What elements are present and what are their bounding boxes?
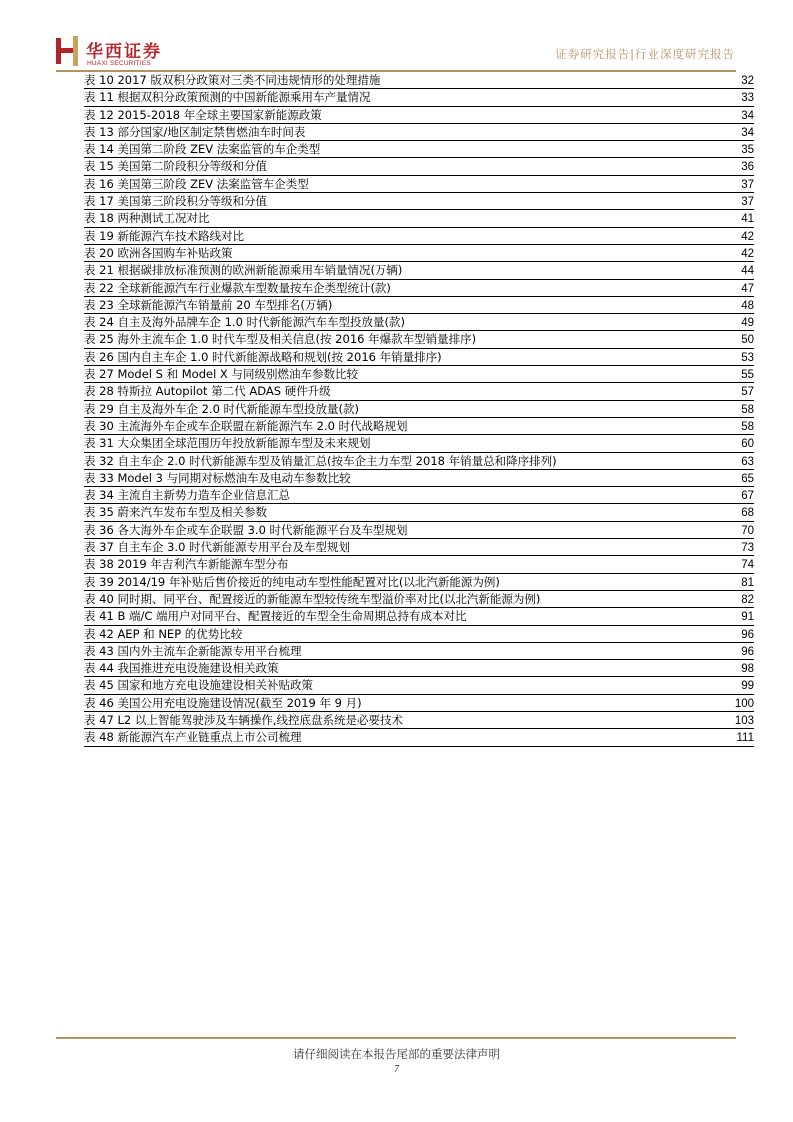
toc-entry[interactable]: [84, 539, 754, 556]
toc-entry[interactable]: [84, 141, 754, 158]
toc-entry-page: 103: [734, 714, 754, 727]
toc-entry[interactable]: [84, 383, 754, 400]
toc-entry[interactable]: [84, 677, 754, 694]
toc-entry[interactable]: [84, 210, 754, 227]
toc-entry-title: 表 29 自主及海外车企 2.0 时代新能源车型投放量(款): [84, 401, 360, 416]
toc-entry-title: 表 47 L2 以上智能驾驶涉及车辆操作,线控底盘系统是必要技术: [84, 712, 403, 727]
toc-entry-title: 表 11 根据双积分政策预测的中国新能源乘用车产量情况: [84, 90, 371, 105]
toc-entry-title: 表 41 B 端/C 端用户对同平台、配置接近的车型全生命周期总持有成本对比: [84, 609, 467, 624]
toc-entry-title: 表 14 美国第二阶段 ZEV 法案监管的车企类型: [84, 142, 321, 157]
toc-entry-title: 表 48 新能源汽车产业链重点上市公司梳理: [84, 730, 302, 745]
page-header: [0, 0, 793, 75]
toc-entry-page: 48: [741, 299, 754, 312]
toc-entry-title: 表 13 部分国家/地区制定禁售燃油车时间表: [84, 124, 306, 139]
toc-entry-page: 98: [741, 663, 754, 676]
toc-entry-title: 表 36 各大海外车企或车企联盟 3.0 时代新能源平台及车型规划: [84, 522, 408, 537]
toc-entry[interactable]: [84, 176, 754, 193]
brand-name-cn: 华西证券: [86, 42, 162, 62]
toc-entry-page: 81: [741, 576, 754, 589]
toc-entry-page: 37: [741, 196, 754, 209]
toc-entry-title: 表 10 2017 版双积分政策对三类不同违规情形的处理措施: [84, 73, 381, 87]
toc-entry-title: 表 23 全球新能源汽车销量前 20 车型排名(万辆): [84, 297, 333, 312]
toc-entry-title: 表 42 AEP 和 NEP 的优势比较: [84, 626, 243, 641]
toc-entry-title: 表 38 2019 年吉利汽车新能源车型分布: [84, 557, 289, 572]
toc-entry[interactable]: [84, 504, 754, 521]
toc-entry-page: 47: [741, 282, 754, 295]
toc-entry[interactable]: [84, 262, 754, 279]
toc-entry[interactable]: [84, 366, 754, 383]
toc-entry[interactable]: [84, 158, 754, 175]
toc-entry[interactable]: [84, 660, 754, 677]
toc-entry-title: 表 39 2014/19 年补贴后售价接近的纯电动车型性能配置对比(以北汽新能源为例): [84, 574, 500, 589]
toc-entry-title: 表 37 自主车企 3.0 时代新能源专用平台及车型规划: [84, 540, 351, 555]
toc-entry-page: 82: [741, 593, 754, 606]
toc-entry-title: 表 26 国内自主车企 1.0 时代新能源战略和规划(按 2016 年销量排序): [84, 349, 442, 364]
toc-entry-page: 74: [741, 559, 754, 572]
toc-entry-title: 表 17 美国第三阶段积分等级和分值: [84, 194, 267, 209]
toc-entry[interactable]: [84, 522, 754, 539]
toc-entry[interactable]: [84, 435, 754, 452]
toc-entry-title: 表 19 新能源汽车技术路线对比: [84, 228, 244, 243]
toc-entry-title: 表 16 美国第三阶段 ZEV 法案监管车企类型: [84, 176, 309, 191]
huaxi-logo-icon: [56, 36, 80, 66]
table-of-contents: [84, 72, 754, 747]
toc-entry[interactable]: [84, 591, 754, 608]
toc-entry-title: 表 46 美国公用充电设施建设情况(截至 2019 年 9 月): [84, 695, 362, 710]
toc-entry-page: 70: [741, 524, 754, 537]
toc-entry-title: 表 22 全球新能源汽车行业爆款车型数量按车企类型统计(款): [84, 280, 391, 295]
toc-entry-page: 53: [741, 351, 754, 364]
toc-entry-title: 表 35 蔚来汽车发布车型及相关参数: [84, 505, 267, 520]
toc-entry[interactable]: [84, 401, 754, 418]
toc-entry-title: 表 30 主流海外车企或车企联盟在新能源汽车 2.0 时代战略规划: [84, 418, 408, 433]
toc-entry[interactable]: [84, 712, 754, 729]
toc-entry[interactable]: [84, 643, 754, 660]
toc-entry[interactable]: [84, 331, 754, 348]
toc-entry[interactable]: [84, 314, 754, 331]
toc-entry[interactable]: [84, 349, 754, 366]
toc-entry[interactable]: [84, 574, 754, 591]
toc-entry-page: 42: [741, 247, 754, 260]
toc-entry-title: 表 20 欧洲各国购车补贴政策: [84, 245, 233, 260]
toc-entry-title: 表 44 我国推进充电设施建设相关政策: [84, 661, 279, 676]
toc-entry-page: 33: [741, 92, 754, 105]
toc-entry-title: 表 43 国内外主流车企新能源专用平台梳理: [84, 643, 302, 658]
toc-entry-page: 67: [741, 490, 754, 503]
toc-entry-title: 表 45 国家和地方充电设施建设相关补贴政策: [84, 678, 313, 693]
toc-entry-page: 34: [741, 126, 754, 139]
toc-entry[interactable]: [84, 418, 754, 435]
toc-entry[interactable]: [84, 124, 754, 141]
toc-entry-page: 111: [736, 732, 754, 745]
toc-entry-title: 表 18 两种测试工况对比: [84, 211, 210, 226]
toc-entry[interactable]: [84, 89, 754, 106]
toc-entry-title: 表 33 Model 3 与同期对标燃油车及电动车参数比较: [84, 470, 351, 485]
toc-entry-page: 96: [741, 645, 754, 658]
toc-entry-page: 32: [741, 75, 754, 87]
toc-entry[interactable]: [84, 107, 754, 124]
toc-entry[interactable]: [84, 193, 754, 210]
toc-entry-title: 表 32 自主车企 2.0 时代新能源车型及销量汇总(按车企主力车型 2018 年销量总和降序排列): [84, 453, 557, 468]
toc-entry[interactable]: [84, 280, 754, 297]
toc-entry-title: 表 24 自主及海外品牌车企 1.0 时代新能源汽车车型投放量(款): [84, 315, 406, 330]
toc-entry-page: 49: [741, 317, 754, 330]
toc-entry-page: 91: [741, 611, 754, 624]
toc-entry-page: 73: [741, 542, 754, 555]
toc-entry[interactable]: [84, 453, 754, 470]
toc-entry-title: 表 28 特斯拉 Autopilot 第二代 ADAS 硬件升级: [84, 384, 331, 399]
toc-entry[interactable]: [84, 470, 754, 487]
toc-entry[interactable]: [84, 72, 754, 89]
toc-entry-title: 表 31 大众集团全球范围历年投放新能源车型及未来规划: [84, 436, 371, 451]
toc-entry-page: 36: [741, 161, 754, 174]
toc-entry[interactable]: [84, 608, 754, 625]
toc-entry-title: 表 40 同时期、同平台、配置接近的新能源车型较传统车型溢价率对比(以北汽新能源为例): [84, 591, 541, 606]
toc-entry-page: 42: [741, 230, 754, 243]
page-number: 7: [394, 1064, 399, 1075]
toc-entry[interactable]: [84, 729, 754, 746]
toc-entry-page: 100: [734, 697, 754, 710]
toc-entry-page: 60: [741, 438, 754, 451]
toc-entry-page: 58: [741, 420, 754, 433]
footer-divider: [56, 1037, 736, 1039]
toc-entry-title: 表 21 根据碳排放标准预测的欧洲新能源乘用车销量情况(万辆): [84, 263, 403, 278]
legal-notice: 请仔细阅读在本报告尾部的重要法律声明: [293, 1047, 500, 1061]
toc-entry-page: 55: [741, 369, 754, 382]
toc-entry-title: 表 27 Model S 和 Model X 与同级别燃油车参数比较: [84, 367, 358, 382]
toc-entry-page: 68: [741, 507, 754, 520]
toc-entry-page: 44: [741, 265, 754, 278]
toc-entry-page: 50: [741, 334, 754, 347]
toc-entry-page: 57: [741, 386, 754, 399]
toc-entry-page: 58: [741, 403, 754, 416]
toc-entry[interactable]: [84, 695, 754, 712]
toc-entry[interactable]: [84, 626, 754, 643]
toc-entry-title: 表 25 海外主流车企 1.0 时代车型及相关信息(按 2016 年爆款车型销量排序): [84, 332, 477, 347]
toc-entry-page: 35: [741, 144, 754, 157]
brand-name-en: HUAXI SECURITIES: [87, 60, 151, 67]
toc-entry-page: 63: [741, 455, 754, 468]
toc-entry-title: 表 15 美国第二阶段积分等级和分值: [84, 159, 267, 174]
toc-entry[interactable]: [84, 556, 754, 573]
toc-entry-page: 65: [741, 472, 754, 485]
toc-entry-page: 96: [741, 628, 754, 641]
toc-entry-title: 表 34 主流自主新势力造车企业信息汇总: [84, 488, 290, 503]
toc-entry-page: 99: [741, 680, 754, 693]
toc-entry-page: 34: [741, 109, 754, 122]
toc-entry-page: 37: [741, 178, 754, 191]
toc-entry[interactable]: [84, 228, 754, 245]
toc-entry-page: 41: [741, 213, 754, 226]
report-type: 证券研究报告|行业深度研究报告: [555, 47, 735, 61]
toc-entry-title: 表 12 2015-2018 年全球主要国家新能源政策: [84, 107, 322, 122]
toc-entry[interactable]: [84, 297, 754, 314]
toc-entry[interactable]: [84, 245, 754, 262]
toc-entry[interactable]: [84, 487, 754, 504]
